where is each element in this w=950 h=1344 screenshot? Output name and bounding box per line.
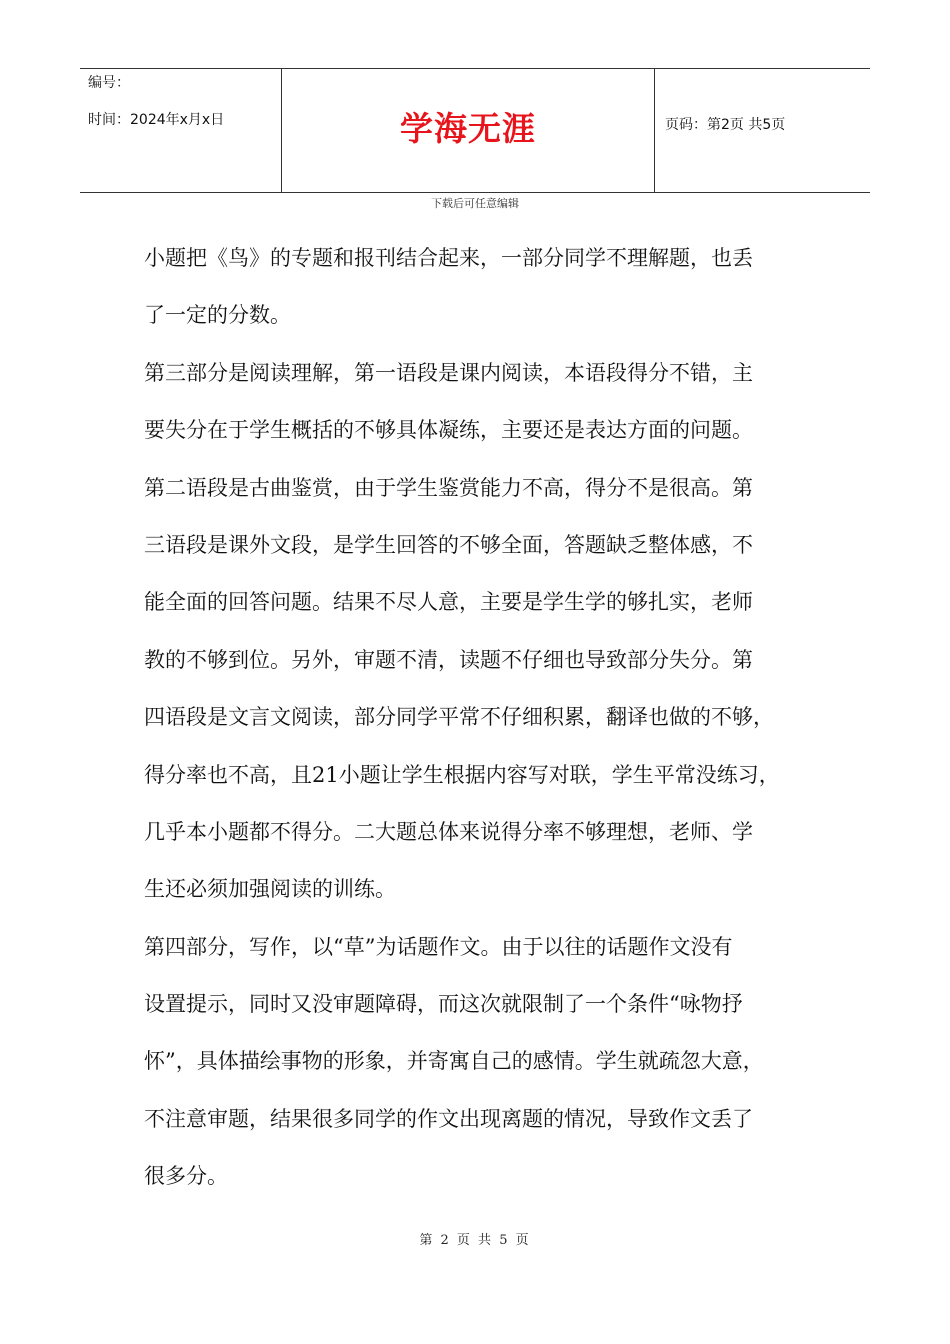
body-line: 第三部分是阅读理解，第一语段是课内阅读，本语段得分不错，主 <box>144 360 753 385</box>
page-footer: 第 2 页 共 5 页 <box>419 1233 531 1248</box>
body-line: 不注意审题，结果很多同学的作文出现离题的情况，导致作文丢了 <box>144 1106 753 1131</box>
body-line: 几乎本小题都不得分。二大题总体来说得分率不够理想，老师、学 <box>144 819 753 844</box>
body-line: 得分率也不高，且21小题让学生根据内容写对联，学生平常没练习， <box>144 762 780 787</box>
header-left-cell <box>80 69 281 192</box>
editable-note: 下载后可任意编辑 <box>431 197 519 210</box>
page-number-label: 页码：第2页 共5页 <box>665 117 786 133</box>
body-line: 第四部分，写作，以“草”为话题作文。由于以往的话题作文没有 <box>144 934 733 959</box>
header-right-cell <box>655 69 870 192</box>
body-line: 三语段是课外文段，是学生回答的不够全面，答题缺乏整体感，不 <box>144 532 753 557</box>
body-line: 能全面的回答问题。结果不尽人意，主要是学生学的够扎实，老师 <box>144 590 753 615</box>
body-line: 四语段是文言文阅读，部分同学平常不仔细积累，翻译也做的不够， <box>144 705 774 730</box>
body-line: 了一定的分数。 <box>144 303 291 328</box>
header-brand-cell <box>281 69 655 192</box>
document-time-label: 时间：2024年x月x日 <box>88 112 225 128</box>
body-line: 第二语段是古曲鉴赏，由于学生鉴赏能力不高，得分不是很高。第 <box>144 475 753 500</box>
document-header <box>80 68 870 193</box>
document-body <box>144 236 816 1212</box>
body-line: 很多分。 <box>144 1164 228 1189</box>
brand-title: 学海无涯 <box>400 109 536 148</box>
body-line: 设置提示，同时又没审题障碍，而这次就限制了一个条件“咏物抒 <box>144 992 743 1017</box>
body-line: 要失分在于学生概括的不够具体凝练，主要还是表达方面的问题。 <box>144 418 753 443</box>
body-line: 教的不够到位。另外，审题不清，读题不仔细也导致部分失分。第 <box>144 647 753 672</box>
body-line: 小题把《鸟》的专题和报刊结合起来，一部分同学不理解题，也丢 <box>144 246 753 270</box>
body-line: 怀”，具体描绘事物的形象，并寄寓自己的感情。学生就疏忽大意， <box>144 1049 764 1074</box>
document-number-label: 编号： <box>88 75 130 91</box>
body-line: 生还必须加强阅读的训练。 <box>144 877 396 902</box>
